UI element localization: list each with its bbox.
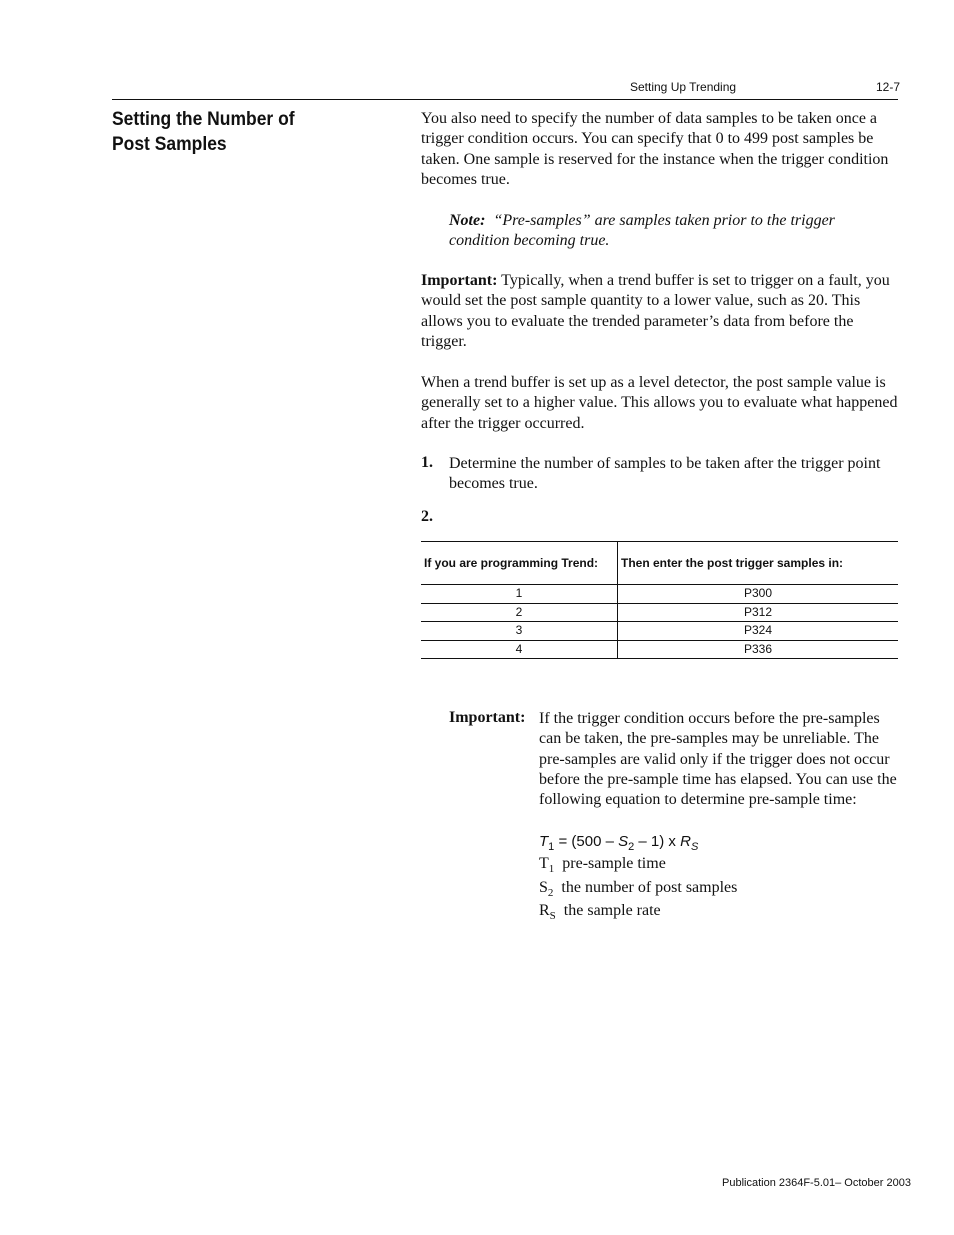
def-text: pre-sample time (562, 855, 666, 872)
def-text: the number of post samples (561, 879, 738, 896)
def-symbol: T (539, 855, 549, 872)
note-text: “Pre-samples” are samples taken prior to the trigger condition becoming true. (449, 212, 835, 249)
eq-s-subscript: 2 (628, 841, 635, 853)
important-label: Important: (421, 272, 498, 289)
level-detector-paragraph: When a trend buffer is set up as a level detector, the post sample value is generally set to a higher value. This allows you to evaluate what happened after the trigger occurred. (421, 374, 898, 432)
step-1-text: Determine the number of samples to be taken after the trigger point becomes true. (449, 455, 881, 493)
running-header-title: Setting Up Trending (630, 80, 737, 94)
definition-t1 (539, 855, 666, 875)
table-row (421, 585, 898, 604)
intro-paragraph: You also need to specify the number of data samples to be taken once a trigger condition occurs. You can specify that 0 to 499 post samples be taken. One sample is reserved for the instance when the trigger condition becomes true. (421, 110, 889, 188)
definition-rs (539, 902, 661, 922)
parameter-cell: P312 (618, 603, 899, 622)
important-block-label: Important: (449, 709, 526, 726)
eq-r-symbol: R (680, 833, 691, 850)
def-text: the sample rate (563, 902, 661, 919)
trend-number-cell: 1 (421, 585, 618, 604)
definition-s2 (539, 879, 737, 899)
def-subscript: 2 (547, 887, 554, 900)
trend-number-cell: 4 (421, 640, 618, 659)
table-header-trend: If you are programming Trend: (421, 542, 618, 585)
post-trigger-samples-table (421, 541, 898, 659)
eq-t-symbol: T (539, 833, 549, 850)
table-row (421, 640, 898, 659)
def-subscript: 1 (548, 863, 555, 876)
page-number: 12-7 (876, 80, 901, 94)
step-1-number: 1. (421, 454, 433, 471)
trend-number-cell: 2 (421, 603, 618, 622)
parameter-cell: P300 (618, 585, 899, 604)
important-block-text: If the trigger condition occurs before the pre-samples can be taken, the pre-samples may be unreliable. The pre-samples are valid only if the trigger does not occur before the pre-sample time has elapsed. You can use the following equation to determine pre-sample time: (539, 710, 897, 809)
eq-t-subscript: 1 (548, 841, 555, 853)
def-subscript: S (549, 910, 556, 923)
eq-s-symbol: S (618, 833, 629, 850)
table-header-parameter: Then enter the post trigger samples in: (618, 542, 899, 585)
def-symbol: R (539, 902, 550, 919)
table-header-row (421, 542, 898, 585)
parameter-cell: P324 (618, 622, 899, 641)
section-title: Setting the Number of Post Samples (112, 109, 295, 155)
important-paragraph (421, 271, 901, 352)
parameter-cell: P336 (618, 640, 899, 659)
trend-number-cell: 3 (421, 622, 618, 641)
step-2-number: 2. (421, 508, 433, 525)
pre-sample-equation (539, 833, 698, 853)
table-row (421, 622, 898, 641)
note-paragraph (449, 211, 899, 251)
important-text: Typically, when a trend buffer is set to trigger on a fault, you would set the post sample quantity to a lower value, such as 20. This allows you to evaluate the trended parameter’s data from before the trigger. (421, 272, 890, 350)
note-label: Note: (449, 212, 486, 229)
eq-mid: – 1) x (634, 833, 681, 850)
publication-footer: Publication 2364F-5.01– October 2003 (722, 1177, 911, 1189)
eq-open: = (500 – (554, 833, 619, 850)
def-symbol: S (539, 879, 548, 896)
table-row (421, 603, 898, 622)
header-rule (112, 99, 898, 100)
eq-r-subscript: S (690, 841, 699, 853)
